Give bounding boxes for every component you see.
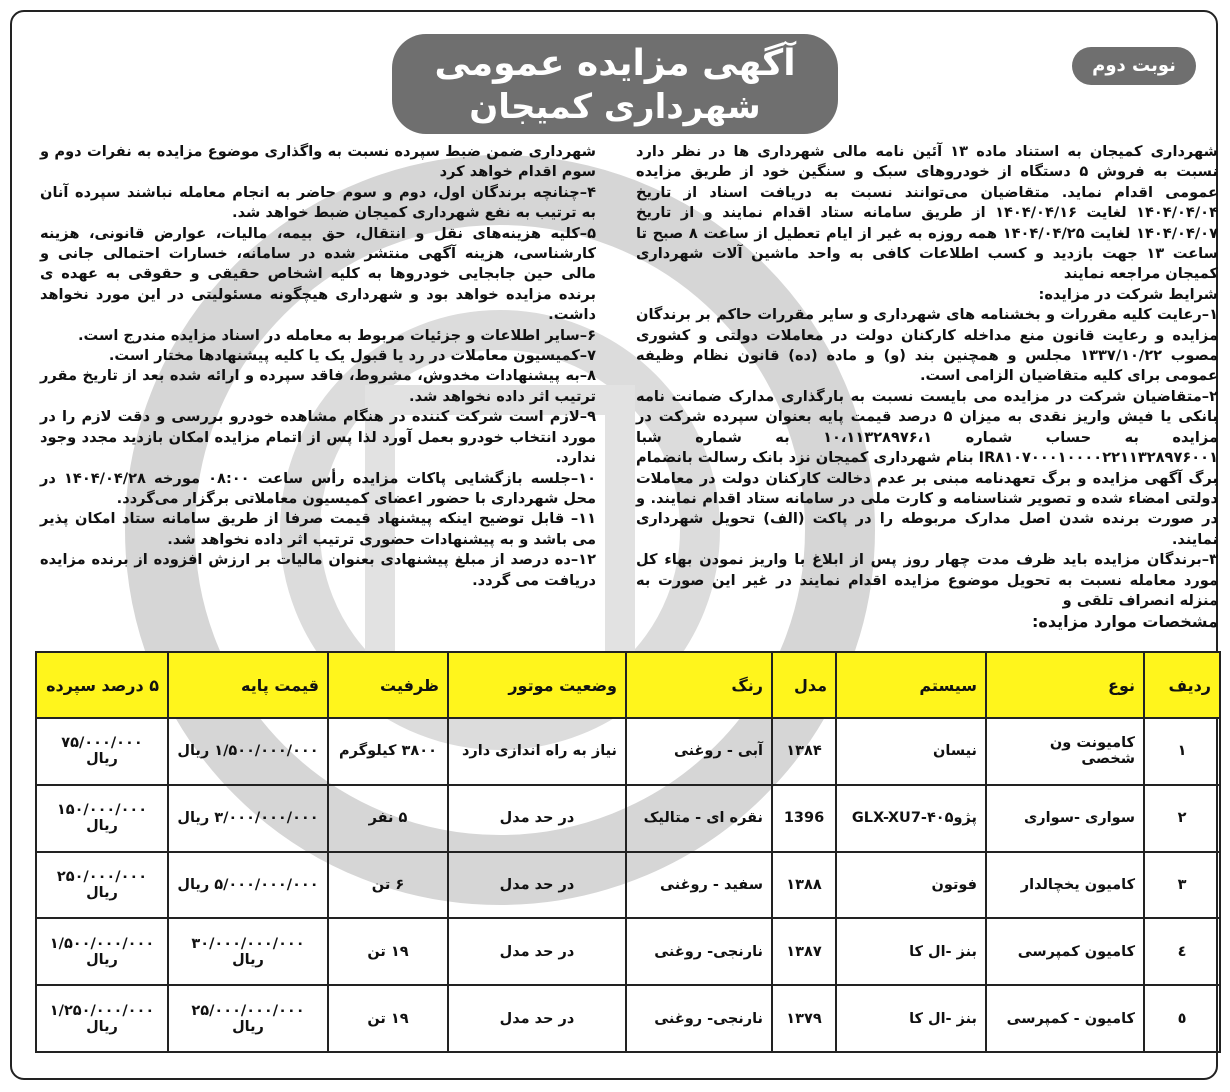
col-header: نوع bbox=[986, 652, 1144, 718]
intro-lead: شهرداری کمیجان bbox=[1089, 143, 1218, 160]
cell-engine: در حد مدل bbox=[448, 985, 626, 1052]
title-box bbox=[392, 34, 838, 134]
table-row bbox=[36, 785, 1220, 852]
cell-row-number: ۱ bbox=[1144, 718, 1220, 785]
cell-capacity: ۱۹ تن bbox=[328, 985, 448, 1052]
cell-color: سفید - روغنی bbox=[626, 852, 772, 919]
cell-type: کامیون - کمپرسی bbox=[986, 985, 1144, 1052]
cell-color: نقره ای - متالیک bbox=[626, 785, 772, 852]
condition-item: ۲–متقاضیان شرکت در مزایده می بایست نسبت به بارگذاری مدارک ضمانت نامه بانکی یا فیش واریز نقدی به میزان ۵ درصد قیمت پایه بعنوان سپرده شرکت در مزایده به حساب شماره ۱۰،۱۱۳۲۸۹۷۶،۱ به شماره شبا IR۸۱۰۷۰۰۰۱۰۰۰۰۲۲۱۱۳۲۸۹۷۶۰۰۱ بنام شهرداری کمیجان نزد بانک رسالت بانضمام برگ آگهی مزایده و برگ تعهدنامه مبنی بر عدم دخالت کارکنان دولت در معاملات دولتی امضاء شده و تصویر شناسنامه و کارت ملی در سامانه ستاد اقدام نمایند. و در صورت برنده شدن اصل مدارک مربوطه را در پاکت (الف) تحویل شهرداری نمایند. bbox=[636, 387, 1218, 548]
cell-row-number: ۲ bbox=[1144, 785, 1220, 852]
condition-item: ۵–کلیه هزینه‌های نقل و انتقال، حق بیمه، مالیات، عوارض قانونی، هزینه کارشناسی، هزینه آگهی منتشر شده در سامانه، خسارات احتمالی جانی و مالی حین جابجایی خودروها به کلیه اشخاص حقیقی و حقوقی به عهده ی برنده مزایده خواهد بود و شهرداری هیچگونه مسئولیتی در این مورد نخواهد داشت. bbox=[40, 224, 596, 324]
intro-text: به استناد ماده ۱۳ آئین نامه مالی شهرداری ها در نظر دارد نسبت به فروش ۵ دستگاه از خودروهای سبک و سنگین خود از طریق مزایده عمومی اقدام نماید. متقاضیان می‌توانند نسبت به دریافت اسناد از تاریخ ۱۴۰۴/۰۴/۰۴ لغایت ۱۴۰۴/۰۴/۱۶ از طریق سامانه ستاد اقدام نمایند و از تاریخ ۱۴۰۴/۰۴/۰۷ لغایت ۱۴۰۴/۰۴/۲۵ همه روزه به غیر از ایام تعطیل از ساعت ۸ صبح تا ساعت ۱۳ جهت بازدید و کسب اطلاعات کافی به واحد ماشین آلات شهرداری کمیجان مراجعه نمایند bbox=[636, 143, 1218, 283]
cell-capacity: ۳۸۰۰ کیلوگرم bbox=[328, 718, 448, 785]
cell-system: بنز -ال کا bbox=[836, 985, 986, 1052]
condition-item: ۱–رعایت کلیه مقررات و بخشنامه های شهرداری و سایر مقررات حاکم بر برندگان مزایده و رعایت قانون منع مداخله کارکنان دولت در معاملات دولتی و کشوری مصوب ۱۳۳۷/۱۰/۲۲ مجلس و همچنین بند (و) و ماده (ده) قانون نظام وظیفه عمومی برای کلیه متقاضیان الزامی است. bbox=[636, 306, 1218, 385]
cell-type: کامیون کمپرسی bbox=[986, 918, 1144, 985]
cell-model: ۱۳۸۷ bbox=[772, 918, 836, 985]
cell-deposit: ۱/۲۵۰/۰۰۰/۰۰۰ ریال bbox=[36, 985, 168, 1052]
col-header: رنگ bbox=[626, 652, 772, 718]
condition-item: ۱۰–جلسه بازگشایی پاکات مزایده رأس ساعت ۰۸:۰۰ مورخه ۱۴۰۴/۰۴/۲۸ در محل شهرداری با حضور اعضای کمیسیون معاملاتی برگزار می‌گردد. bbox=[40, 469, 597, 507]
page-title: آگهی مزایده عمومی bbox=[434, 43, 796, 84]
cell-deposit: ۲۵۰/۰۰۰/۰۰۰ ریال bbox=[36, 852, 168, 919]
col-header: ظرفیت bbox=[328, 652, 448, 718]
cell-engine: در حد مدل bbox=[448, 852, 626, 919]
cell-engine: در حد مدل bbox=[448, 785, 626, 852]
cell-model: 1396 bbox=[772, 785, 836, 852]
cell-engine: در حد مدل bbox=[448, 918, 626, 985]
condition-item: ۷–کمیسیون معاملات در رد یا قبول یک یا کلیه پیشنهادها مختار است. bbox=[108, 347, 596, 365]
condition-item: ۸–به پیشنهادات مخدوش، مشروط، فاقد سپرده و ارائه شده بعد از تاریخ مقرر ترتیب اثر داده نخواهد شد. bbox=[40, 367, 596, 405]
cell-base-price: ۲۵/۰۰۰/۰۰۰/۰۰۰ ریال bbox=[168, 985, 328, 1052]
condition-item: ۱۱– قابل توضیح اینکه پیشنهاد قیمت صرفا از طریق سامانه ستاد امکان پذیر می باشد و به پیشنهادات حضوری ترتیب اثر داده نخواهد شد. bbox=[40, 510, 596, 548]
intro-paragraph bbox=[636, 142, 1218, 285]
cell-system: فوتون bbox=[836, 852, 986, 919]
left-column bbox=[40, 142, 596, 591]
cell-color: نارنجی- روغنی bbox=[626, 918, 772, 985]
table-row bbox=[36, 985, 1220, 1052]
specs-title: مشخصات موارد مزایده: bbox=[1032, 612, 1218, 631]
col-header: وضعیت موتور bbox=[448, 652, 626, 718]
cell-capacity: ۶ تن bbox=[328, 852, 448, 919]
col-header: سیستم bbox=[836, 652, 986, 718]
col-header: مدل bbox=[772, 652, 836, 718]
cell-base-price: ۵/۰۰۰/۰۰۰/۰۰۰ ریال bbox=[168, 852, 328, 919]
condition-item: ۹–لازم است شرکت کننده در هنگام مشاهده خودرو بررسی و دقت لازم را در مورد انتخاب خودرو بعمل آورد لذا پس از اتمام مزایده امکان بازدید مجدد وجود ندارد. bbox=[40, 408, 596, 467]
cell-engine: نیاز به راه اندازی دارد bbox=[448, 718, 626, 785]
cell-system: نیسان bbox=[836, 718, 986, 785]
condition-item: ۶–سایر اطلاعات و جزئیات مربوط به معامله در اسناد مزایده مندرج است. bbox=[77, 326, 596, 344]
cell-deposit: ۱۵۰/۰۰۰/۰۰۰ ریال bbox=[36, 785, 168, 852]
cell-system: پژو۴۰۵-GLX-XU7 bbox=[836, 785, 986, 852]
cell-capacity: ۵ نفر bbox=[328, 785, 448, 852]
condition-item: ۱۲–ده درصد از مبلغ پیشنهادی بعنوان مالیات بر ارزش افزوده از برنده مزایده دریافت می گردد. bbox=[40, 551, 596, 589]
items-table bbox=[35, 651, 1221, 1053]
col-header: قیمت پایه bbox=[168, 652, 328, 718]
cell-type: کامیونت ون شخصی bbox=[986, 718, 1144, 785]
cell-color: آبی - روغنی bbox=[626, 718, 772, 785]
cell-row-number: ٥ bbox=[1144, 985, 1220, 1052]
table-row bbox=[36, 918, 1220, 985]
cell-model: ۱۳۸۸ bbox=[772, 852, 836, 919]
cell-base-price: ۳/۰۰۰/۰۰۰/۰۰۰ ریال bbox=[168, 785, 328, 852]
cell-type: کامیون یخچالدار bbox=[986, 852, 1144, 919]
col-header: ۵ درصد سپرده bbox=[36, 652, 168, 718]
col-header: ردیف bbox=[1144, 652, 1220, 718]
cell-row-number: ۳ bbox=[1144, 852, 1220, 919]
cell-deposit: ۷۵/۰۰۰/۰۰۰ ریال bbox=[36, 718, 168, 785]
cell-capacity: ۱۹ تن bbox=[328, 918, 448, 985]
round-tag: نوبت دوم bbox=[1072, 47, 1196, 85]
condition-item: ۴–چنانچه برندگان اول، دوم و سوم حاضر به انجام معامله نباشند سپرده آنان به ترتیب به نفع شهرداری کمیجان ضبط خواهد شد. bbox=[40, 183, 596, 222]
cell-row-number: ٤ bbox=[1144, 918, 1220, 985]
cell-model: ۱۳۷۹ bbox=[772, 985, 836, 1052]
conditions-title: شرایط شرکت در مزایده: bbox=[1038, 285, 1218, 303]
cell-base-price: ۱/۵۰۰/۰۰۰/۰۰۰ ریال bbox=[168, 718, 328, 785]
page-subtitle: شهرداری کمیجان bbox=[469, 87, 761, 127]
cell-base-price: ۳۰/۰۰۰/۰۰۰/۰۰۰ ریال bbox=[168, 918, 328, 985]
cell-type: سواری -سواری bbox=[986, 785, 1144, 852]
table-row bbox=[36, 852, 1220, 919]
cell-color: نارنجی- روغنی bbox=[626, 985, 772, 1052]
cell-deposit: ۱/۵۰۰/۰۰۰/۰۰۰ ریال bbox=[36, 918, 168, 985]
cell-model: ۱۳۸۴ bbox=[772, 718, 836, 785]
table-row bbox=[36, 718, 1220, 785]
cell-system: بنز -ال کا bbox=[836, 918, 986, 985]
condition-item: شهرداری ضمن ضبط سپرده نسبت به واگذاری موضوع مزایده به نفرات دوم و سوم اقدام خواهد کرد bbox=[40, 143, 596, 181]
right-column bbox=[636, 142, 1218, 611]
condition-item: ۳–برندگان مزایده باید ظرف مدت چهار روز پس از ابلاغ با واریز نمودن بهاء کل مورد معامله نسبت به تحویل موضوع مزایده اقدام نمایند در غیر این صورت به منزله انصراف تلقی و bbox=[636, 551, 1218, 609]
table-header-row bbox=[36, 652, 1220, 718]
